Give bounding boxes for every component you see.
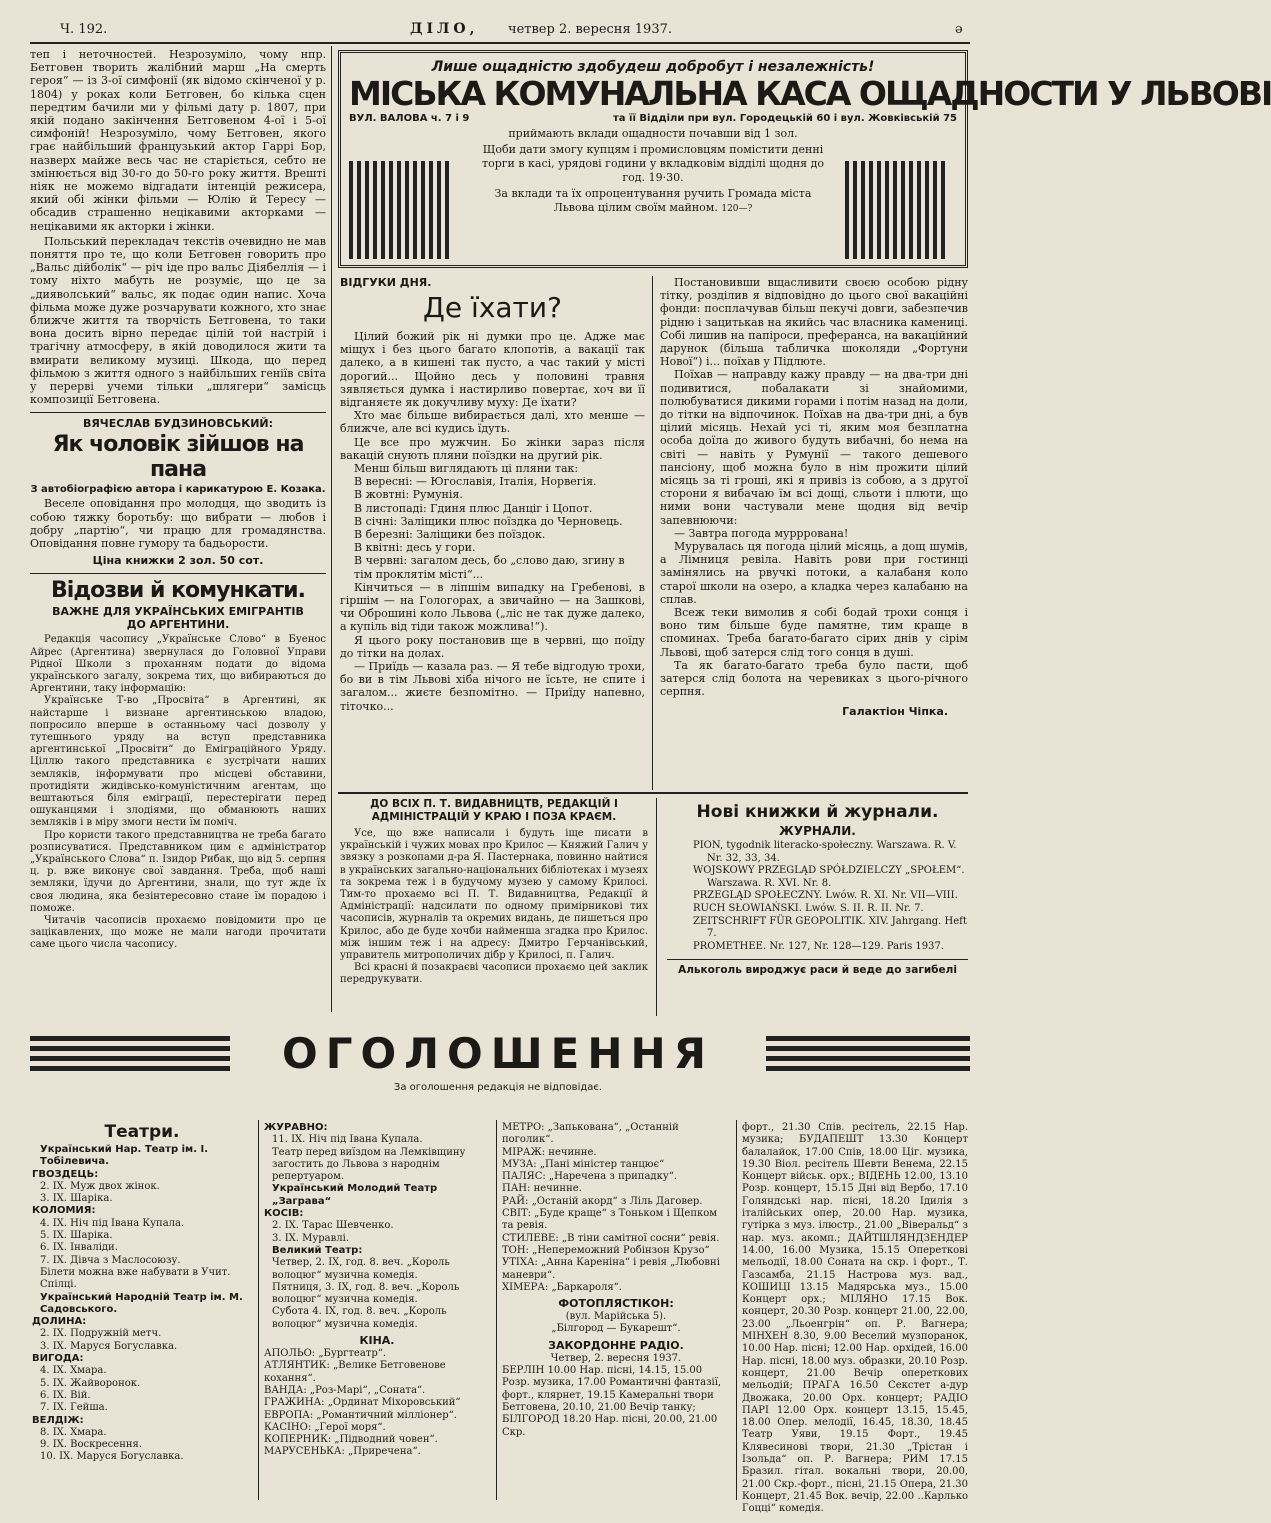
listing-line: 2. IX. Подружній метч. [40,1328,162,1340]
listing-line: МАРУСЕНЬКА: „Приречена“. [264,1446,421,1458]
plan-line: В січні: Заліщики плюс поїздка до Черновець. [354,514,623,528]
publishers-title: ДО ВСІХ П. Т. ВИДАВНИЦТВ, РЕДАКЦІЙ І АДМІНІСТРАЦІЙ У КРАЮ І ПОЗА КРАЄМ. [370,798,618,823]
publishers-para: Всі красні й позакраєві часописи прохаємо цей заклик передрукувати. [340,962,648,986]
listing-line: ПАЛЯС: „Наречена з припадку“. [502,1171,678,1183]
listing-line: АТЛЯНТИК: „Велике Бетговенове кохання“. [264,1360,446,1384]
listing-line: ЗАКОРДОННЕ РАДІО. [548,1338,684,1352]
journals-label: ЖУРНАЛИ. [779,824,856,838]
feuilleton-para: Хто має більше вибирається далі, хто менше — ближче, але всі кудись їдуть. [340,409,645,436]
appeal-para: Про користи такого представництва не треба багато розписуватися. Представником цим є адміністратор „Українського Слова“ п. Ізидор Рибак, що від 5. серпня ц. р. вже виконує свої завдання. Треба, щоб наші земляки, їдучи до Аргентини, знали, що тут жде їх своя людина, яка безінтересовно стане їм порадою і поможе. [30,829,326,914]
film-review-para: Польський перекладач текстів очевидно не мав поняття про те, що коли Бетговен говорить про „Вальс дійболік“ — річ іде про вальс Діябеллія — і тому ніхто мабуть не розуміє, що це за „дияволський“ вальс, як подає один напис. Хоча фільма може дуже розчарувати кожного, хто знає ближче життя та творчість Бетговена, то таки вона досить вірно передає цілій той настрій і трагічну атмосферу, в якій доводилося жити та вмирати великому музиці. Шкода, що перед фільмою з життя одного з найбільших геніїв світа у перерві учеми тільки „шлягери“ замісць композиції Бетговена. [30,234,326,407]
ad-code: 120—? [721,204,753,214]
page-number: Ч. 192. [60,22,108,37]
section-rule [338,792,968,794]
listing-line: КІНА. [359,1334,395,1348]
column-rule [258,1120,259,1500]
feuilleton-para: Я цього року постановив ще в червні, що поїду до тітки на долах. [340,633,645,660]
listing-line: 8. IX. Хмара. [40,1426,107,1438]
feuilleton-column-2 [660,276,968,788]
issue-date: четвер 2. вересня 1937. [508,22,673,37]
book-price: Ціна книжки 2 зол. 50 сот. [92,554,264,568]
film-review-para: теп і неточностей. Незрозуміло, чому нпр. Бетговен творить жалібний марш „На смерть героя“ — із 3-ої симфонії (як відомо скінченої у р. 1804) у роках коли Бетговен, бо кілька сцен передтим бачили ми у фільмі дату р. 1807, при якій подано закінчення Бетговеном 4-ої і 5-ої симфоній! Незрозуміло, чому Бетговен, якого грає найбільший французький актор Гаррі Бор, назверх майже весь час не старіється, себто не змінюється від 30-го до 50-го року життя. Врешті ніяк не можемо відгадати інтенцій режисера, який обі жінки фільми — Юлію й Тересу — обсадив страшенно нецікавими акторками — нецікавими як акторки і жінки. [30,48,326,233]
feuilleton-column-1 [340,276,645,788]
listing-line: Театр перед виїздом на Лемківщину загостить до Львова з народнім репертуаром. [272,1146,466,1183]
bank-slogan: Лише ощадністю здобудеш добробут і незалежність! [431,59,875,75]
listing-line: ВАНДА: „Роз-Марі“, „Соната“. [264,1384,426,1396]
announcements-banner [30,1022,970,1110]
listing-line: (вул. Марійська 5). [565,1311,667,1323]
listing-line: ВЕЛДІЖ: [32,1414,84,1426]
feuilleton-kicker: ВІДГУКИ ДНЯ. [340,276,432,289]
journal-entry: PRZEGLĄD SPOŁECZNY. Lwów. R. XI. Nr. VII—VIII. [693,890,958,902]
plan-line: В квітні: десь у гори. [354,541,476,555]
listing-line: Український Народній Театр ім. М. Садовського. [40,1291,243,1315]
listing-line: СВІТ: „Буде краще“ з Тоньком і Щепком та ревія. [502,1208,718,1232]
journal-entry: PION, tygodnik literacko-społeczny. Warszawa. R. V. Nr. 32, 33, 34. [693,840,957,864]
bank-advertisement [338,50,1271,268]
bank-detail-deposits: приймають вклади ощадности почавши від 1 зол. [508,127,798,140]
listing-line: 6. IX. Інваліди. [40,1242,118,1254]
feuilleton-para: Постановивши вщасливити своєю особою рідну тітку, розділив я відповідно до цього свої вакаційні фонди: посплачував більш пекучі довги, забезпечив рідню і зацитькав на якийсь час власника камениці. Собі лишив на папіроси, преферанса, на вакаційний дарунок (більша табличка шоколяди „Фортуни Нової“) і... поїхав у Підлюте. [660,276,968,369]
listing-line: 6. IX. Вій. [40,1389,91,1401]
listing-line: ДОЛИНА: [32,1316,87,1328]
listing-line: 4. IX. Ніч під Івана Купала. [40,1217,185,1229]
divider [30,412,326,413]
appeal-para: Українське Т-во „Просвіта“ в Аргентині, як найстарше і визнане аргентинською владою, попросило вперше в останньому часі дозволу у тутешнього уряду на вступ представника аргентинської „Просвіти“ до Еміграційного Уряду. Ціллю такого представника є зустрічати наших земляків, інформувати про місцеві обставини, протидіяти жидівсько-комуністичним агентам, що вештаються біля еміграції, перестерігати перед ошуканцями і злодіями, що обманюють наших земляків і в міру змоги нести їм поміч. [30,695,326,829]
bank-detail-guarantee: За вклади та їх опроцентування ручить Громада міста Львова цілим своїм майном. 120—? [494,187,812,214]
listing-line: 3. IX. Муравлі. [272,1232,349,1244]
listing-line: ГВОЗДЕЦЬ: [32,1168,99,1180]
listing-line: 2. IX. Тарас Шевченко. [272,1220,394,1232]
listing-line: Четвер, 2. IX, год. 8. веч. „Король волоцюг“ музична комедія. [272,1257,450,1281]
listing-line: ВИГОДА: [32,1353,84,1365]
banner-title: ОГОЛОШЕННЯ [282,1029,714,1078]
bank-name: МІСЬКА КОМУНАЛЬНА КАСА ОЩАДНОСТИ У ЛЬВОВІ [349,74,1271,113]
plan-line: В жовтні: Румунія. [354,488,463,502]
theatres-title: Театри. [104,1122,180,1142]
listing-line: КОСІВ: [264,1208,304,1220]
ads-column-2 [264,1122,490,1502]
left-column [30,48,326,1010]
listing-line: ПАН: нечинне. [502,1183,582,1195]
listing-line: 5. IX. Жайворонок. [40,1377,141,1389]
listing-line: СТИЛЕВЕ: „В тіни самітної сосни“ ревія. [502,1232,720,1244]
listing-line: 7. IX. Гейша. [40,1402,108,1414]
bank-stripes-left [349,161,453,259]
feuilleton-para: Менш більш виглядають ці пляни так: [354,462,579,476]
ads-column-4 [742,1122,968,1515]
feuilleton-para: Поїхав — направду кажу правду — на два-три дні подивитися, побалакати зі знайомими, полюбуватися дикими горами і потім назад на доли, до тітки на відпочинок. Поїхав на два-три дні, а був цілий місяць. Нехай усі ті, яким моя безплатна особа доїла до живого будуть вибачні, бо нема на світі — навіть у Румунії — такого дешевого пансіону, щоб можна було в нім прожити цілий місяць за ті гроші, які я привіз із собою, а з другої сторони я вибачаю їм всі дощі, сльоти і плюти, що ними вони частували мене щодня від вечір запевнюючи: [660,368,968,527]
radio-programme: форт., 21.30 Спів. ресітель, 22.15 Нар. музика; БУДАПЕШТ 13.30 Концерт балалайок, 17.00 Спів, 18.00 Ціг. музика, 19.30 Віол. ресітель Шевти Венема, 22.15 Концерт військ. орх.; ВІДЕНЬ 12.00, 13.10 Розр. концерт, 15.15 Дні від Вербо, 17.10 Голяндські нар. пісні, 18.20 Ідилія з італійських опер, 20.00 Нар. музика, гутірка з муз. ілюстр., 21.00 „Віверальд“ з нар. муз. акомп.; ДАЙТШЛЯНДЗЕНДЕР 14.00, 16.00 Музика, 15.15 Опереткові мельодії, 18.00 Соната на скр. і форт., Т. Газсамба, 21.15 Настрова муз. вад., КОШИЦІ 13.15 Мадярська муз., 15.00 Концерт орх.; МІЛЯНО 17.15 Вок. концерт, 20.30 Розр. концерт 21.00, 22.00, 23.00 „Льоенгрін“ оп. Р. Вагнера; МІНХЕН 8.30, 9.00 Веселий музпоранок, 10.00 Нар. пісні; 12.00 Нар. орхідей, 16.00 Нар. пісні, 18.00 муз. образки, 20.10 Розр. концерт, 21.00 Вечір опереткових мельодій; ПРАГА 16.50 Секстет а-дур Двожака, 20.00 Орх. концерт; РАДІО ПАРІ 12.00 Орх. концерт 13.15, 15.45, 18.00 Опер. мелодії, 16.45, 18.30, 18.45 Театр Уяви, 19.15 Форт., 19.45 Клявесинові твори, 21.30 „Трістан і Ізольда“ оп. Р. Вагнера; РИМ 17.15 Бразил. гітал. вокальні твори, 20.00, 21.00 Скр.-форт., пісні, 21.15 Опера, 21.30 Концерт, 21.45 Вок. вечір, 22.00 ..Карлько Гоцці“ комедія. [742,1122,968,1515]
new-books-title: Нові книжки й журнали. [696,802,939,822]
new-books [656,798,968,1016]
listing-line: КОЛОМИЯ: [32,1205,96,1217]
plan-line: В листопаді: Гдиня плюс Данціг і Цопот. [354,501,593,515]
listing-line: Четвер, 2. вересня 1937. [550,1352,682,1364]
listing-line: Білети можна вже набувати в Учит. Спілці. [40,1266,231,1291]
divider [30,573,326,574]
feuilleton-para: Це все про мужчин. Бо жінки зараз після вакацій снують пляни поїздки на другий рік. [340,435,645,462]
page-marker: ә [955,22,963,37]
book-author: ВЯЧЕСЛАВ БУДЗИНОВСЬКИЙ: [82,417,274,431]
appeal-subtitle: ВАЖНЕ ДЛЯ УКРАЇНСЬКИХ ЕМІГРАНТІВ [52,605,304,619]
feuilleton-para: — Приїдь — казала раз. — Я тебе відгодую трохи, бо ви в тім Львові хіба нічого не їсьте, не спите і загалом... жиєте безпомітно. — Приїду напевно, тіточко... [340,660,645,713]
journal-entry: ZEITSCHRIFT FÜR GEOPOLITIK. XIV. Jahrgang. Heft 7. [693,915,967,940]
listing-line: КАСІНО: „Герої моря“. [264,1421,386,1433]
listing-line: АПОЛЬО: „Бургтеатр“. [264,1348,387,1360]
listing-line: ЖУРАВНО: [264,1122,328,1133]
bank-address-main: ВУЛ. ВАЛОВА ч. 7 і 9 [349,113,470,124]
listing-line: 11. IX. Ніч під Івана Купала. [272,1134,423,1146]
listing-line: 10. IX. Маруся Богуславка. [40,1451,184,1463]
banner-stripes-left [30,1036,230,1074]
listing-line: МУЗА: „Пані міністер танцює“ [502,1158,665,1170]
feuilleton-para: Кінчиться — в ліпшім випадку на Гребенові, в гіршім — на Гологорах, а звичайно — на Зашкові, чи Оброшині коло Львова („ліс не так дуже далеко, а купіль від тіди також можлива!“). [340,580,645,634]
masthead-rule [30,42,970,44]
listing-line: БЕРЛІН 10.00 Нар. пісні, 14.15, 15.00 Розр. музика, 17.00 Романтичні фантазії, форт., клярнет, 19.15 Камеральні твори Бетговена, 20.10, 21.00 Вечір танку; БІЛГОРОД 18.20 Нар. пісні, 20.00, 21.00 Скр. [502,1365,722,1438]
listing-line: 4. IX. Хмара. [40,1365,107,1377]
listing-line: ХІМЕРА: „Баркароля“. [502,1281,622,1293]
plan-line: В червні: загалом десь, бо „слово даю, згину в тім проклятім місті“... [354,554,625,581]
ads-column-3 [502,1122,730,1502]
listing-line: 3. IX. Шаріка. [40,1193,113,1205]
plan-line: В вересні: — Югославія, Італія, Норвегія. [354,475,597,489]
listing-line: ГРАЖИНА: „Ординат Міхоровський“ [264,1397,461,1409]
listing-line: ФОТОПЛЯСТІКОН: [558,1297,674,1311]
feuilleton-para: — Завтра погода мурррована! [674,526,849,540]
book-description: Веселе оповідання про молодця, що зводить із собою тяжку боротьбу: що вибрати — любов і добру „партію“, чи працю для громадянства. Оповідання повне гумору та бадьорости. [30,497,326,551]
listing-line: Український Молодий Театр „Заграва“ [272,1183,438,1207]
listing-line: 2. IX. Муж двох жінок. [40,1180,160,1192]
bank-address [349,113,957,124]
feuilleton-para: Мурувалась ця погода цілий місяць, а дощ шумів, а Лімниця ревіла. Навіть рови при гостинці замінялись на рвучкі потоки, а калабаня коло старої школи на озеро, а кладка через калабаню на сплав. [660,540,968,606]
column-rule [496,1120,497,1500]
masthead [30,20,970,40]
feuilleton-signature: Галактіон Чіпка. [842,704,948,718]
listing-line: ТОН: „Непереможний Робінзон Крузо“ [502,1244,710,1256]
banner-disclaimer: За оголошення редакція не відповідає. [393,1082,603,1093]
publishers-para: Усе, що вже написали і будуть іще писати в українській і чужих мовах про Крилос — Княжий Галич у звязку з розкопами д-ра Я. Пастернака, повинно найтися в українських загально-національних бібліотеках і музеях та зокрема теж і в будучому музею у самому Крилосі. Тим-то прохаємо всі П. Т. Видавництва, Редакції й Адміністрації: надсилати по одному примірникові тих часописів, журналів та окремих видань, де пишеться про Крилос, або де буде хочби найменша згадка про Крилос. між іншим теж і на адресу: Дмитро Герчанівський, управитель митрополичих дібр у Крилосі, п. Галич. [340,828,648,962]
appeals-title: Відозви й комункати. [51,578,305,604]
feuilleton-para: Цілий божий рік ні думки про це. Адже має міщух і без цього багато клопотів, а вакації так далеко, а в кишені так пусто, а час такий у місті дорогий... Щойно десь у половині травня зявляється думка і настирливо повертає, хоч ви її відганяєте як докучливу муху: Де їхати? [340,330,645,410]
listing-line: 7. IX. Дівча з Маслосоюзу. [40,1254,181,1266]
column-rule [331,46,332,1012]
journal-entry: RUCH SŁOWIAŃSKI. Lwów. S. II. R. II. Nr. 7. [693,902,924,914]
listing-line: МЕТРО: „Запькована“, „Останній поголик“. [502,1122,679,1146]
listing-line: МІРАЖ: нечинне. [502,1146,597,1158]
column-rule [736,1120,737,1500]
ads-column-1 [32,1122,252,1502]
bank-details [473,127,833,216]
listing-line: 5. IX. Шаріка. [40,1230,113,1242]
listing-line: Великий Театр: [272,1244,363,1256]
book-title: Як чоловік зійшов на пана [52,432,304,483]
bank-detail-hours: Щоби дати змогу купцям і промисловцям помістити денні торги в касі, урядові години у вкладковім відділі щодня до год. 19·30. [481,143,825,184]
plan-line: В березні: Заліщики без поїздок. [354,528,546,542]
banner-stripes-right [766,1036,970,1074]
listing-line: УТІХА: „Анна Кареніна“ і ревія „Любовні маневри“. [502,1257,720,1281]
appeal-para: Редакція часопису „Українське Слово“ в Буенос Айрес (Аргентина) звернулася до Головної Управи Рідної Школи з проханням подати до відома українського загалу, зокрема тих, що вибираються до Аргентини, таку інформацію: [30,634,326,695]
listing-line: Пятниця, 3. IX, год. 8. веч. „Король волоцюг“ музична комедія. [272,1281,460,1306]
publishers-notice [340,798,648,1012]
feuilleton-para: Всеж теки вимолив я собі бодай трохи сонця і воно тим більше буде памятне, тим кращe в споминах. Треба багато-багато сірих днів у сірім Львові, щоб затерся слід того сонця в душі. [660,606,968,659]
book-subtitle: З автобіографією автора і карикатурою Е. Козака. [30,484,326,496]
listing-line: РАЙ: „Останій акорд“ з Ліль Даговер. [502,1195,703,1207]
column-rule [652,276,653,790]
listing-line: „Білгород — Букарешт“. [551,1323,681,1335]
appeal-subtitle: ДО АРГЕНТИНИ. [126,618,230,632]
listing-line: Субота 4. IX, год. 8. веч. „Король волоцюг“ музична комедія. [272,1306,447,1330]
listing-line: 9. IX. Воскресення. [40,1439,143,1451]
alcohol-warning: Алькоголь вироджує раси й веде до загибелі [667,959,968,976]
journal-entry: PROMETHEE. Nr. 127, Nr. 128—129. Paris 1937. [693,940,945,952]
bank-address-branches: та її Відділи при вул. Городецькій 60 і вул. Жовківській 75 [613,113,957,124]
appeal-para: Читачів часописів прохаємо повідомити про це зацікавлених, що може не мали нагоди прочитати саме цього числа часопису. [30,914,326,951]
journal-entry: WOJSKOWY PRZEGLĄD SPÓŁDZIELCZY „SPOŁEM“. Warszawa. R. XVI. Nr. 8. [693,865,965,889]
newspaper-title: ДІЛО, [410,21,479,37]
feuilleton-title: Де їхати? [423,291,562,324]
feuilleton-para: Та як багато-багато треба було пасти, щоб затерся слід болота на черевиках з цього-річного серпня. [660,658,968,699]
listing-line: Український Нар. Театр ім. І. Тобілевича. [40,1144,209,1168]
listing-line: КОПЕРНИК: „Підводний човен“. [264,1434,438,1446]
listing-line: ЕВРОПА: „Романтичний мілліонер“. [264,1409,457,1421]
bank-stripes-right [845,161,949,259]
listing-line: 3. IX. Маруся Богуславка. [40,1340,178,1352]
